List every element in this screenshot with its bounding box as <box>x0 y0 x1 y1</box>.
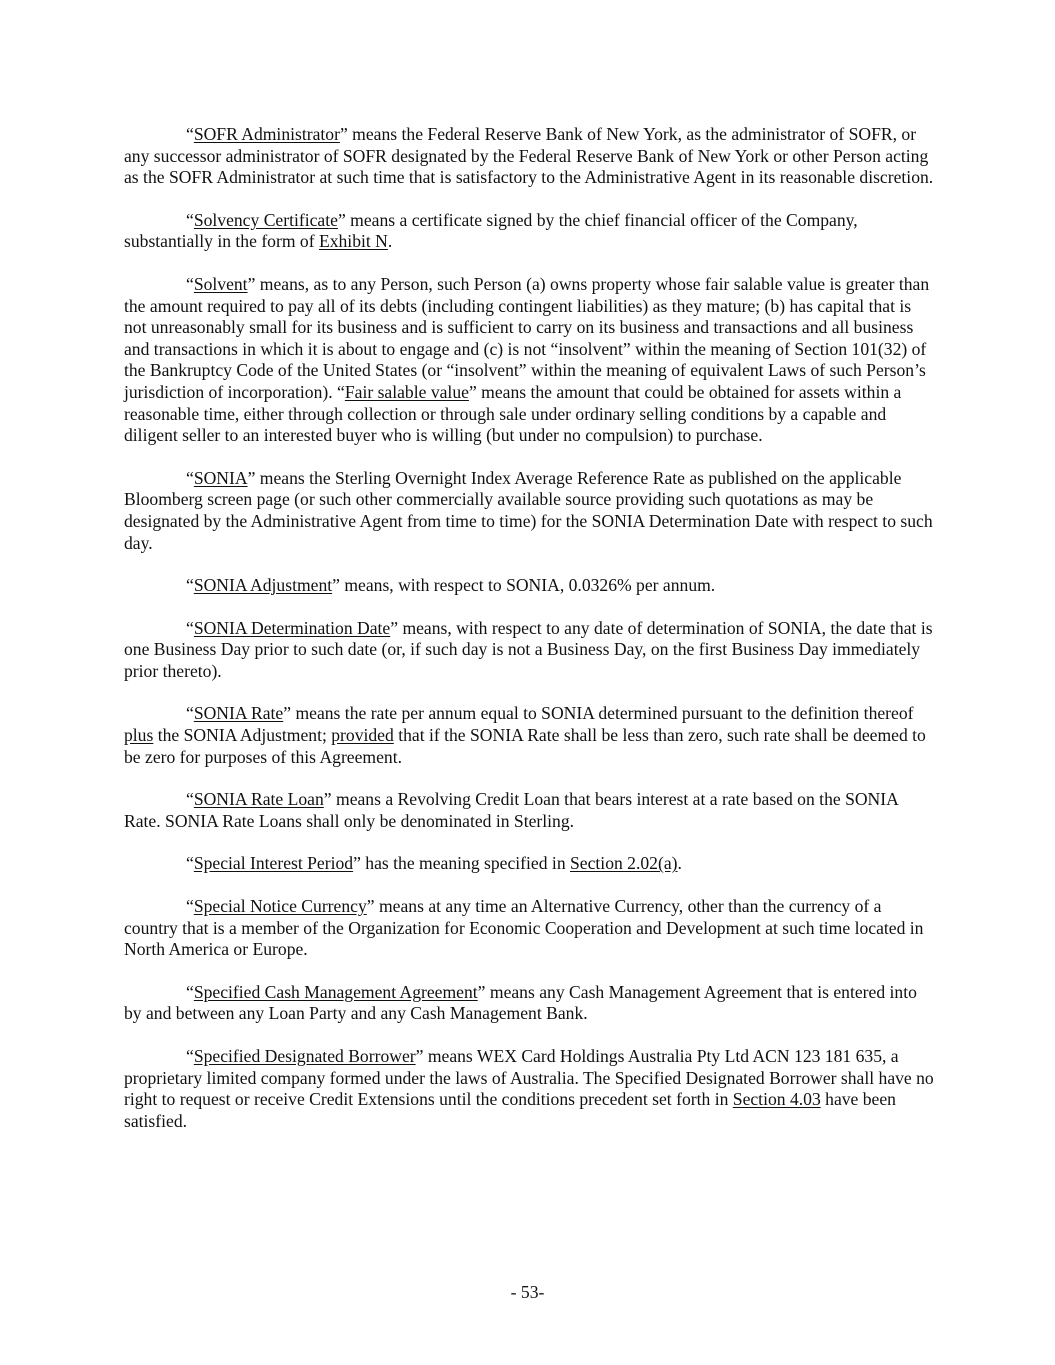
definition-text: “ <box>186 273 194 294</box>
defined-term: Section 2.02(a) <box>570 853 678 874</box>
defined-term: plus <box>124 725 154 746</box>
definition-text: ” means the Federal Reserve Bank of New York, as the administrator of SOFR, or any successor administrator of SOFR designated by the Federal Reserve Bank of New York or other Person acting as the SOFR Administrator at such time that is satisfactory to the Administrative Agent in its reasonable discretion. <box>124 124 934 188</box>
definition-text: ” means WEX Card Holdings Australia Pty Ltd ACN 123 181 635, a proprietary limited company formed under the laws of Australia. The Specified Designated Borrower shall have no right to request or receive Credit Extensions until the conditions precedent set forth in <box>124 1046 934 1110</box>
defined-term: Solvency Certificate <box>193 209 338 230</box>
definition-paragraph <box>124 853 934 875</box>
definition-paragraph <box>124 124 934 189</box>
definition-text: “ <box>186 1046 194 1066</box>
page-number: - 53- <box>510 1282 545 1302</box>
definition-text: “ <box>186 617 194 638</box>
defined-term: SONIA Rate Loan <box>193 789 324 810</box>
definition-text: . <box>677 853 682 874</box>
definition-paragraph <box>124 896 934 961</box>
definition-text: ” means at any time an Alternative Currency, other than the currency of a country that is a member of the Organization for Economic Cooperation and Development at such time located in North America or Europe. <box>124 896 924 960</box>
definition-text: “ <box>186 703 194 724</box>
defined-term: Specified Cash Management Agreement <box>193 981 478 1002</box>
definition-paragraph <box>124 210 934 253</box>
defined-term: SONIA Adjustment <box>193 575 333 596</box>
definition-text: ” means, with respect to SONIA, 0.0326% per annum. <box>332 575 716 596</box>
definition-paragraph <box>124 575 934 597</box>
definition-paragraph <box>124 274 934 447</box>
definition-text: “ <box>186 467 194 488</box>
definition-text: ” means any Cash Management Agreement that is entered into by and between any Loan Party and any Cash Management Bank. <box>124 981 917 1024</box>
defined-term: SONIA <box>193 467 248 488</box>
definition-text: . <box>387 231 393 252</box>
document-body <box>124 124 934 1153</box>
definition-text: “ <box>186 209 194 230</box>
defined-term: SONIA Determination Date <box>193 617 391 638</box>
definition-text: “ <box>186 789 194 810</box>
defined-term: Special Notice Currency <box>193 896 367 917</box>
definition-text: ” means the Sterling Overnight Index Average Reference Rate as published on the applicable Bloomberg screen page (or such other commercially available source providing such quotations as may be designated by the Administrative Agent from time to time) for the SONIA Determination Date with respect to such day. <box>124 467 933 553</box>
definition-text: ” means the amount that could be obtained for assets within a reasonable time, either through collection or through sale under ordinary selling conditions by a capable and diligent seller to an interested buyer who is willing (but under no compulsion) to purchase. <box>124 381 902 446</box>
defined-term: SOFR Administrator <box>193 124 340 144</box>
definition-text: “ <box>186 124 194 144</box>
definition-paragraph <box>124 703 934 768</box>
definition-text: ” means, as to any Person, such Person (a) owns property whose fair salable value is greater than the amount required to pay all of its debts (including contingent liabilities) as they mature; (b) has capital that is not unreasonably small for its business and is sufficient to carry on its business and transactions and all business and transactions in which it is about to engage and (c) is not “insolvent” within the meaning of Section 101(32) of the Bankruptcy Code of the United States (or “insolvent” within the meaning of equivalent Laws of such Person’s jurisdiction of incorporation). “ <box>124 273 930 402</box>
defined-term: Specified Designated Borrower <box>193 1046 416 1066</box>
definition-text: have been satisfied. <box>124 1089 896 1131</box>
definition-text: ” means a Revolving Credit Loan that bears interest at a rate based on the SONIA Rate. SONIA Rate Loans shall only be denominated in Sterling. <box>124 789 898 831</box>
defined-term: provided <box>331 725 394 746</box>
definition-text: “ <box>186 853 194 874</box>
definition-text: ” means a certificate signed by the chief financial officer of the Company, substantially in the form of <box>124 209 858 252</box>
definition-text: ” means the rate per annum equal to SONIA determined pursuant to the definition thereof <box>283 703 914 724</box>
definition-paragraph <box>124 618 934 683</box>
defined-term: Section 4.03 <box>732 1089 821 1110</box>
definition-text: ” has the meaning specified in <box>353 853 571 874</box>
defined-term: Fair salable value <box>344 381 469 402</box>
defined-term: Exhibit N <box>318 231 388 252</box>
definition-text: that if the SONIA Rate shall be less than zero, such rate shall be deemed to be zero for purposes of this Agreement. <box>124 725 926 767</box>
definition-text: ” means, with respect to any date of determination of SONIA, the date that is one Business Day prior to such date (or, if such day is not a Business Day, on the first Business Day immediately prior thereto). <box>124 617 933 681</box>
definition-paragraph <box>124 468 934 554</box>
definition-text: “ <box>186 575 194 596</box>
definition-paragraph <box>124 982 934 1025</box>
defined-term: Special Interest Period <box>193 853 354 874</box>
definition-paragraph <box>124 1046 934 1132</box>
defined-term: SONIA Rate <box>193 703 284 724</box>
definition-text: the SONIA Adjustment; <box>153 725 332 746</box>
definition-paragraph <box>124 789 934 832</box>
definition-text: “ <box>186 896 194 917</box>
definition-text: “ <box>186 981 194 1002</box>
defined-term: Solvent <box>193 273 248 294</box>
